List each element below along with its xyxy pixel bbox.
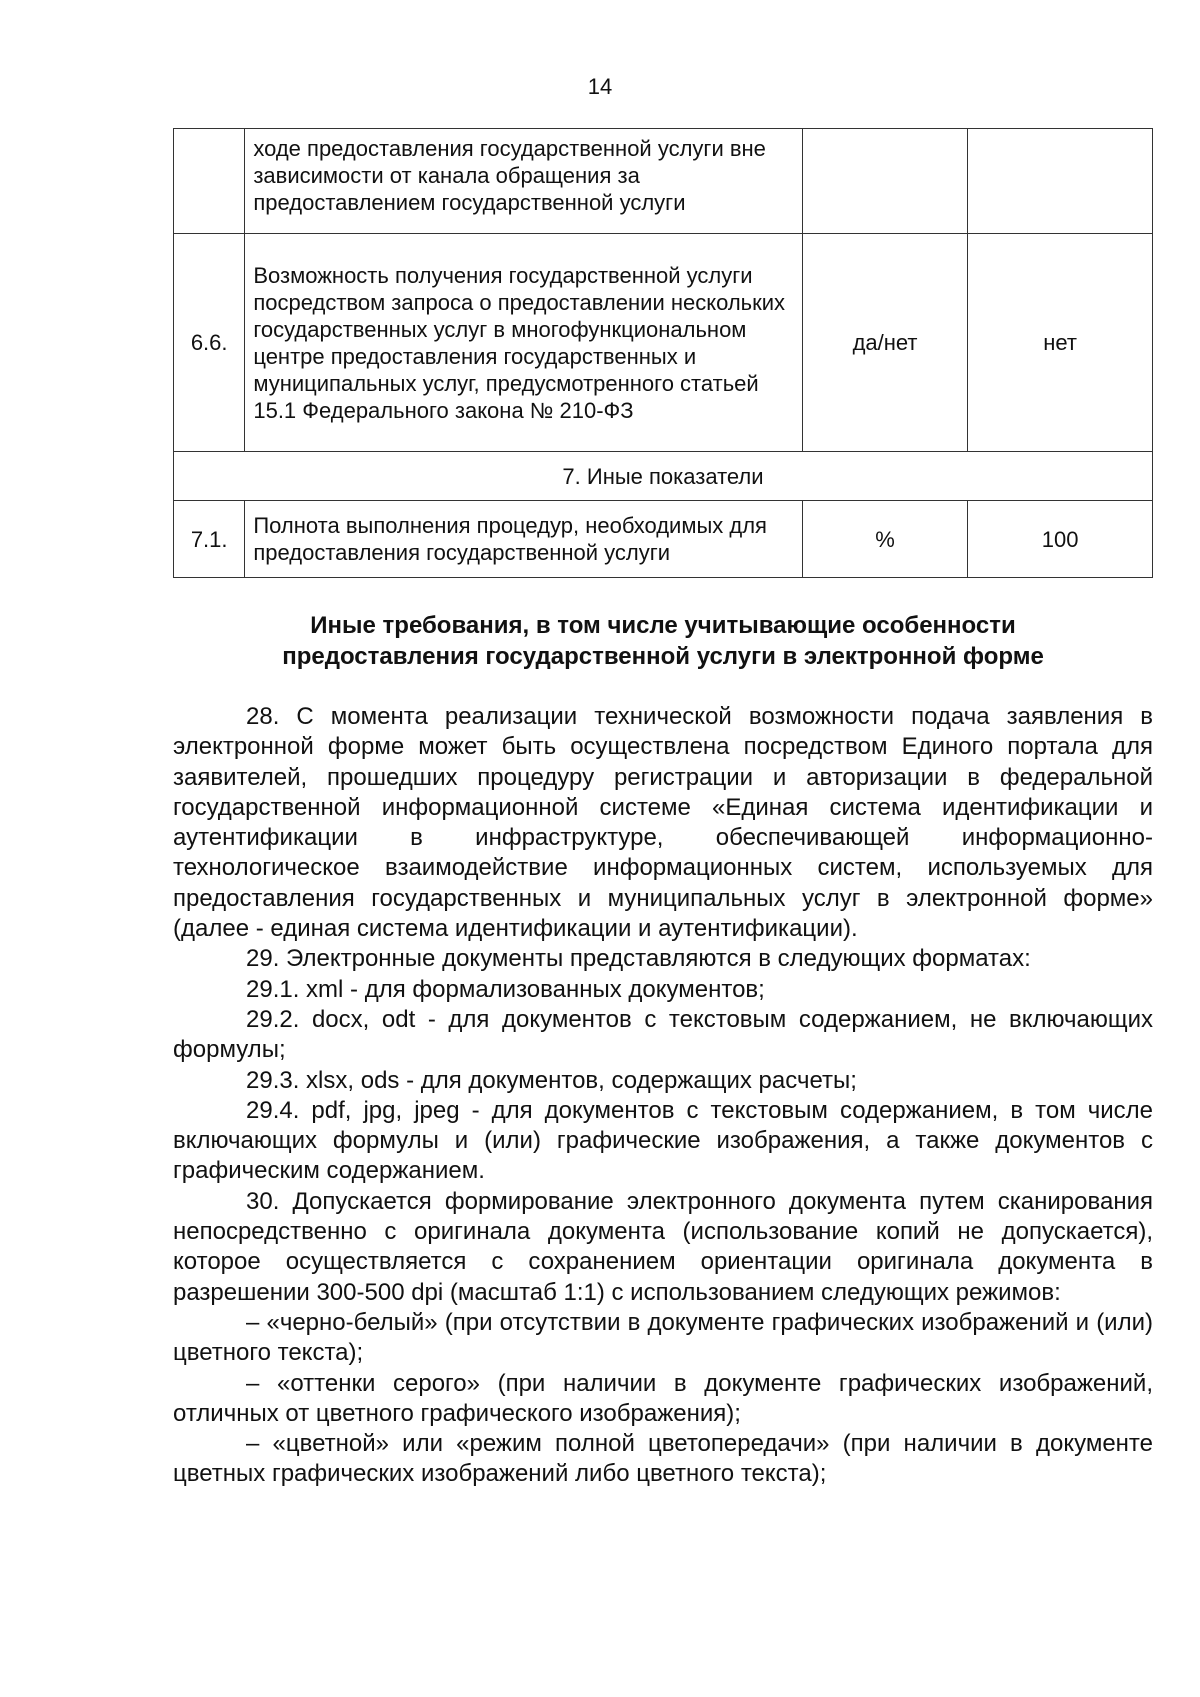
- row-number-cell: 7.1.: [174, 501, 245, 578]
- heading-line: предоставления государственной услуги в электронной форме: [282, 643, 1044, 670]
- indicator-text-cell: Полнота выполнения процедур, необходимых для предоставления государственной услуги: [245, 501, 803, 578]
- row-number-cell: 6.6.: [174, 234, 245, 452]
- table-row: [174, 501, 1153, 578]
- indicator-text-cell: Возможность получения государственной услуги посредством запроса о предоставлении нескольких государственных услуг в многофункциональном центре предоставления государственных и муниципальных услуг, предусмотренного статьей 15.1 Федерального закона № 210-ФЗ: [245, 234, 803, 452]
- indicator-text-cell: ходе предоставления государственной услуги вне зависимости от канала обращения за предоставлением государственной услуги: [245, 129, 803, 234]
- value-cell: нет: [968, 234, 1153, 452]
- list-item-black-white: – «черно-белый» (при отсутствии в документе графических изображений и (или) цветного текста);: [173, 1308, 1153, 1367]
- section-heading: [173, 610, 1153, 672]
- table-row: [174, 129, 1153, 234]
- heading-line: Иные требования, в том числе учитывающие особенности: [310, 612, 1016, 639]
- paragraph-29-1: 29.1. xml - для формализованных документов;: [246, 975, 765, 1003]
- value-cell: [968, 129, 1153, 234]
- paragraph-28: 28. С момента реализации технической возможности подача заявления в электронной форме может быть осуществлена посредством Единого портала для заявителей, прошедших процедуру регистрации и авторизации в федеральной государственной информационной системе «Единая система идентификации и аутентификации в инфраструктуре, обеспечивающей информационно-технологическое взаимодействие информационных систем, используемых для предоставления государственных и муниципальных услуг в электронной форме» (далее - единая система идентификации и аутентификации).: [173, 703, 1153, 943]
- paragraph-29-3: 29.3. xlsx, ods - для документов, содержащих расчеты;: [246, 1066, 857, 1094]
- paragraph-29-2: 29.2. docx, odt - для документов с текстовым содержанием, не включающих формулы;: [173, 1005, 1153, 1064]
- paragraph-29-4: 29.4. pdf, jpg, jpeg - для документов с текстовым содержанием, в том числе включающих формулы и (или) графические изображения, а также документов с графическим содержанием.: [173, 1096, 1153, 1185]
- section-title-cell: 7. Иные показатели: [174, 452, 1153, 501]
- page-number: 14: [587, 74, 613, 99]
- list-item-color: – «цветной» или «режим полной цветопередачи» (при наличии в документе цветных графических изображений либо цветного текста);: [173, 1430, 1153, 1488]
- body-text: [173, 702, 1153, 1490]
- table-section-row: [174, 452, 1153, 501]
- list-item-grayscale: – «оттенки серого» (при наличии в документе графических изображений, отличных от цветного графического изображения);: [173, 1369, 1153, 1427]
- unit-cell: [802, 129, 967, 234]
- value-cell: 100: [968, 501, 1153, 578]
- paragraph-29: 29. Электронные документы представляются в следующих форматах:: [246, 945, 1031, 973]
- indicators-table: [173, 128, 1153, 578]
- table-row: [174, 234, 1153, 452]
- unit-cell: %: [802, 501, 967, 578]
- paragraph-30: 30. Допускается формирование электронного документа путем сканирования непосредственно с оригинала документа (использование копий не допускается), которое осуществляется с сохранением ориентации оригинала документа в разрешении 300-500 dpi (масштаб 1:1) с использованием следующих режимов:: [173, 1187, 1153, 1306]
- row-number-cell: [174, 129, 245, 234]
- unit-cell: да/нет: [802, 234, 967, 452]
